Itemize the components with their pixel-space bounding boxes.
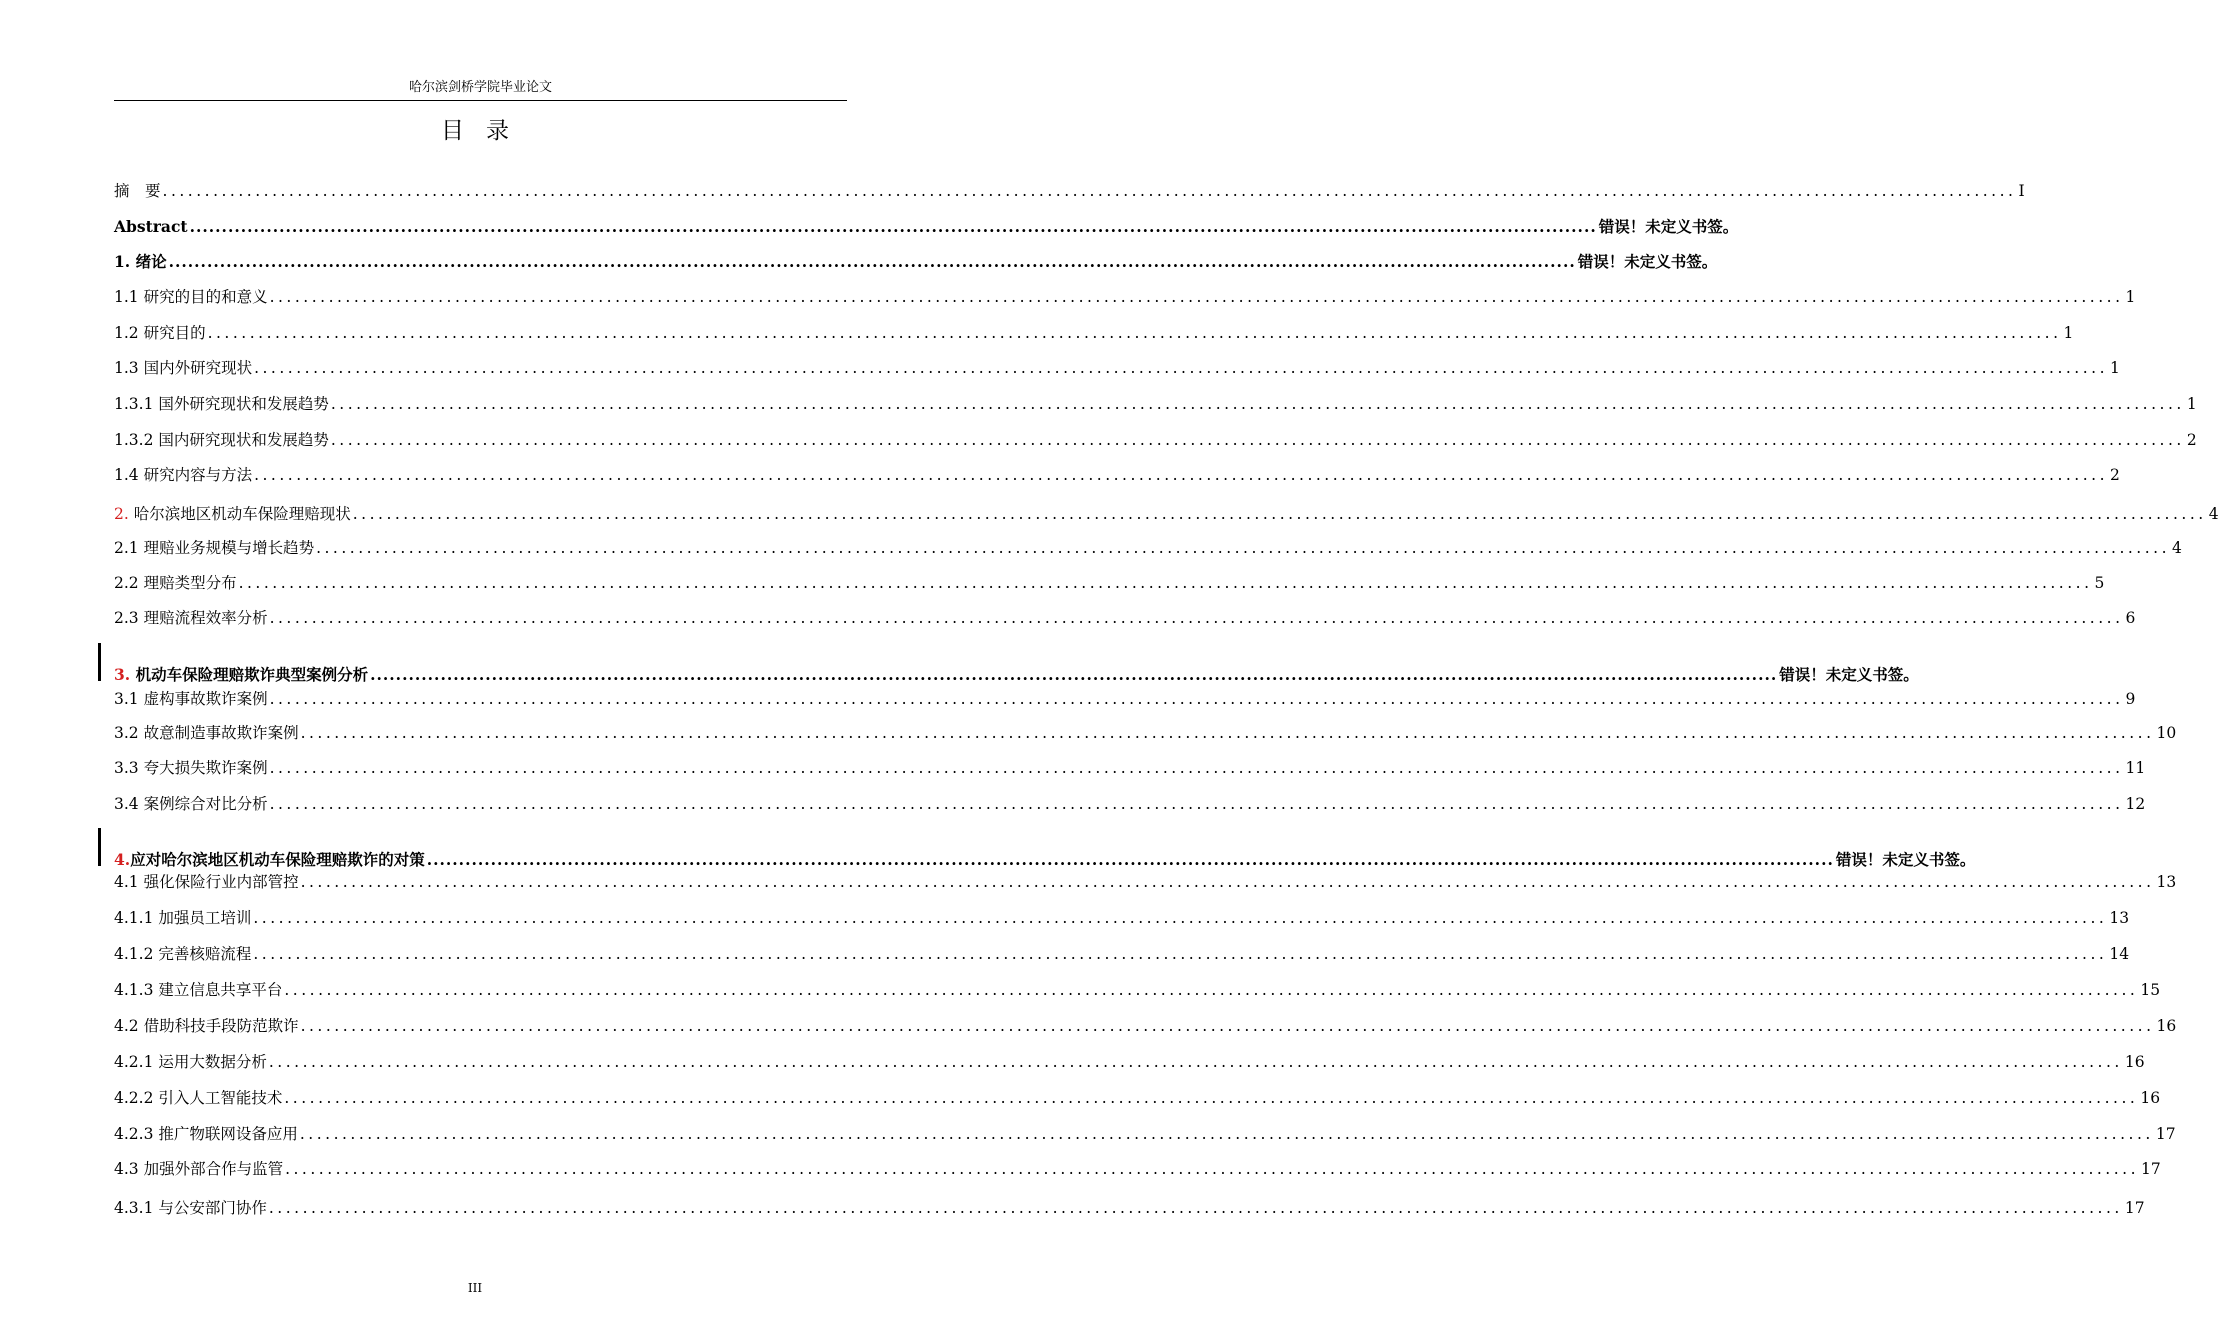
toc-entry-label [114,757,268,779]
toc-entry[interactable] [114,1156,2161,1180]
toc-entry-label [114,216,188,238]
toc-entry-label [114,849,425,871]
toc-entry-page: 16 [2156,1017,2177,1035]
toc-entry-text: 3.4 案例综合对比分析 [114,795,268,813]
toc-leader-dots: ............................................................................................................................................................................................................................ [268,1053,2123,1071]
toc-entry-text: 2.1 理赔业务规模与增长趋势 [114,539,315,557]
toc-entry[interactable] [114,570,2105,594]
toc-leader-dots: ............................................................................................................................................................................................................................ [254,466,2109,484]
toc-leader-dots: ............................................................................................................................................................................................................................ [284,1089,2139,1107]
toc-entry[interactable] [114,535,2182,559]
toc-entry-text: 4.1.2 完善核赔流程 [114,945,252,963]
toc-entry-text: 1.1 研究的目的和意义 [114,288,268,306]
toc-entry-text: 4.1 强化保险行业内部管控 [114,873,299,891]
toc-entry[interactable] [114,178,2025,202]
toc-leader-dots: ............................................................................................................................................................................................................................ [300,1017,2155,1035]
toc-entry-label [114,793,268,815]
toc-entry[interactable] [114,214,1739,238]
toc-entry[interactable] [114,1121,2176,1145]
toc-entry-page: 17 [2141,1160,2161,1178]
toc-entry[interactable] [114,905,2130,929]
toc-leader-dots: ............................................................................................................................................................................................................................ [426,850,1834,869]
toc-leader-dots: ............................................................................................................................................................................................................................ [207,324,2062,342]
toc-entry-label [114,1158,283,1180]
toc-entry[interactable] [114,755,2146,779]
toc-entry-text: 1.3 国内外研究现状 [114,359,253,377]
toc-entry-label [114,1015,299,1037]
toc-entry-label [114,871,299,893]
toc-entry-page: 错误！未定义书签。 [1779,665,1919,684]
toc-entry-page: 1 [2110,359,2120,377]
toc-leader-dots: ............................................................................................................................................................................................................................ [269,690,2124,708]
toc-entry-text: 2.3 理赔流程效率分析 [114,609,268,627]
toc-entry-label [114,907,251,929]
toc-entry[interactable] [114,686,2136,710]
toc-entry-text: 应对哈尔滨地区机动车保险理赔欺诈的对策 [130,850,425,869]
toc-entry-page: 13 [2156,873,2177,891]
toc-leader-dots: ............................................................................................................................................................................................................................ [330,431,2185,449]
toc-leader-dots: ............................................................................................................................................................................................................................ [300,724,2155,742]
toc-entry-page: 12 [2125,795,2146,813]
toc-leader-dots: ............................................................................................................................................................................................................................ [299,1125,2154,1143]
change-bar [98,643,101,681]
toc-entry-page: 5 [2094,574,2105,592]
toc-entry-text: 4.2.2 引入人工智能技术 [114,1089,283,1107]
toc-entry[interactable] [114,720,2177,744]
toc-entry-page: 错误！未定义书签。 [1598,217,1739,236]
toc-entry-text: 1.4 研究内容与方法 [114,466,253,484]
toc-entry-label [114,286,268,308]
toc-leader-dots: ............................................................................................................................................................................................................................ [168,252,1576,271]
toc-entry-label [114,503,351,525]
toc-entry-label [114,429,329,451]
toc-entry-label [114,1087,282,1109]
toc-entry-page: 16 [2124,1053,2145,1071]
toc-entry-page: 10 [2156,724,2177,742]
toc-entry-label [114,1051,267,1073]
toc-leader-dots: ............................................................................................................................................................................................................................ [189,217,1597,236]
toc-entry-text: 3.3 夸大损失欺诈案例 [114,759,268,777]
toc-leader-dots: ............................................................................................................................................................................................................................ [253,945,2108,963]
toc-entry[interactable] [114,605,2136,629]
toc-entry[interactable] [114,391,2197,415]
toc-leader-dots: ............................................................................................................................................................................................................................ [269,759,2124,777]
toc-entry[interactable] [114,941,2130,965]
toc-entry-text: 4.2 借助科技手段防范欺诈 [114,1017,299,1035]
toc-leader-dots: ............................................................................................................................................................................................................................ [352,505,2207,523]
toc-entry-text: 1.3.1 国外研究现状和发展趋势 [114,395,329,413]
toc-entry-text: 4.1.3 建立信息共享平台 [114,981,283,999]
toc-leader-dots: ............................................................................................................................................................................................................................ [269,795,2124,813]
toc-entry-text: 3.1 虚构事故欺诈案例 [114,690,268,708]
toc-leader-dots: ............................................................................................................................................................................................................................ [254,359,2109,377]
toc-entry[interactable] [114,869,2177,893]
page-number: III [467,1281,483,1295]
toc-entry-page: 17 [2155,1125,2176,1143]
toc-entry-text: 3.2 故意制造事故欺诈案例 [114,724,299,742]
toc-entry-page: 2 [2110,466,2120,484]
toc-entry-page: 1 [2063,324,2074,342]
toc-entry-text: 1. 绪论 [114,252,167,271]
toc-entry-page: 13 [2109,909,2130,927]
toc-entry-text: 4.3 加强外部合作与监管 [114,1160,284,1178]
toc-entry-page: 17 [2124,1199,2145,1217]
toc-entry-label [114,1123,298,1145]
toc-entry-label [114,322,206,344]
change-bar [98,828,101,866]
toc-entry-page: 错误！未定义书签。 [1577,252,1718,271]
toc-leader-dots: ............................................................................................................................................................................................................................ [370,665,1778,684]
toc-entry-label [114,357,252,379]
toc-entry-label [114,979,282,1001]
toc-entry-number: 3. [114,665,131,684]
toc-leader-dots: ............................................................................................................................................................................................................................ [269,288,2124,306]
toc-entry-page: 错误！未定义书签。 [1835,850,1976,869]
toc-entry-page: 16 [2140,1089,2161,1107]
toc-entry-page: 2 [2186,431,2197,449]
toc-entry[interactable] [114,284,2136,308]
toc-entry[interactable] [114,355,2120,379]
toc-entry-page: 11 [2125,759,2146,777]
toc-entry-text: 4.3.1 与公安部门协作 [114,1199,267,1217]
toc-leader-dots: ............................................................................................................................................................................................................................ [316,539,2171,557]
toc-entry-page: 1 [2125,288,2136,306]
toc-entry-label [114,688,268,710]
toc-entry-label [114,664,368,686]
toc-entry-page: 1 [2186,395,2197,413]
toc-entry-text: 4.1.1 加强员工培训 [114,909,252,927]
toc-entry-page: I [2018,182,2025,200]
toc-entry[interactable] [114,462,2120,486]
toc-entry-number: 2. [114,505,129,523]
toc-entry-text: 摘 要 [114,182,161,200]
toc-entry-text: 2.2 理赔类型分布 [114,574,237,592]
toc-entry-label [114,572,237,594]
toc-entry-label [114,722,299,744]
toc-entry-label [114,464,252,486]
toc-leader-dots: ............................................................................................................................................................................................................................ [284,981,2139,999]
toc-leader-dots: ............................................................................................................................................................................................................................ [285,1160,2140,1178]
toc-entry-text: 4.2.1 运用大数据分析 [114,1053,267,1071]
toc-entry-text: 机动车保险理赔欺诈典型案例分析 [130,665,369,684]
toc-entry[interactable] [114,1013,2177,1037]
toc-leader-dots: ............................................................................................................................................................................................................................ [330,395,2185,413]
toc-entry-page: 14 [2109,945,2130,963]
toc-entry-text: 4.2.3 推广物联网设备应用 [114,1125,298,1143]
toc-entry-label [114,180,161,202]
toc-entry[interactable] [114,791,2146,815]
toc-entry-text: 哈尔滨地区机动车保险理赔现状 [128,505,351,523]
toc-entry[interactable] [114,427,2197,451]
toc-leader-dots: ............................................................................................................................................................................................................................ [300,873,2155,891]
toc-entry[interactable] [114,1049,2145,1073]
toc-entry-label [114,537,314,559]
toc-entry[interactable] [114,1085,2161,1109]
toc-entry-number: 4. [114,850,131,869]
toc-entry-text: 1.2 研究目的 [114,324,206,342]
toc-leader-dots: ............................................................................................................................................................................................................................ [238,574,2093,592]
toc-entry[interactable] [114,847,1976,871]
toc-entry-page: 9 [2125,690,2136,708]
toc-entry-label [114,251,167,273]
toc-entry-label [114,1197,267,1219]
toc-entry[interactable] [114,977,2161,1001]
toc-entry-page: 4 [2172,539,2182,557]
toc-entry-page: 15 [2140,981,2161,999]
toc-entry-text: 1.3.2 国内研究现状和发展趋势 [114,431,329,449]
toc-entry[interactable] [114,662,1919,686]
page-header: 哈尔滨剑桥学院毕业论文 [114,78,847,101]
page-title: 目录 [441,118,531,144]
toc-entry-label [114,943,251,965]
toc-entry[interactable] [114,1195,2145,1219]
toc-entry-label [114,393,329,415]
toc-entry[interactable] [114,249,1718,273]
toc-leader-dots: ............................................................................................................................................................................................................................ [253,909,2108,927]
toc-entry[interactable] [114,320,2074,344]
toc-entry-page: 6 [2125,609,2136,627]
toc-leader-dots: ............................................................................................................................................................................................................................ [269,609,2124,627]
toc-entry-label [114,607,268,629]
toc-entry-page: 4 [2208,505,2219,523]
toc-leader-dots: ............................................................................................................................................................................................................................ [268,1199,2123,1217]
toc-entry-text: Abstract [114,217,188,236]
toc-leader-dots: ............................................................................................................................................................................................................................ [162,182,2017,200]
toc-entry[interactable] [114,501,2219,525]
